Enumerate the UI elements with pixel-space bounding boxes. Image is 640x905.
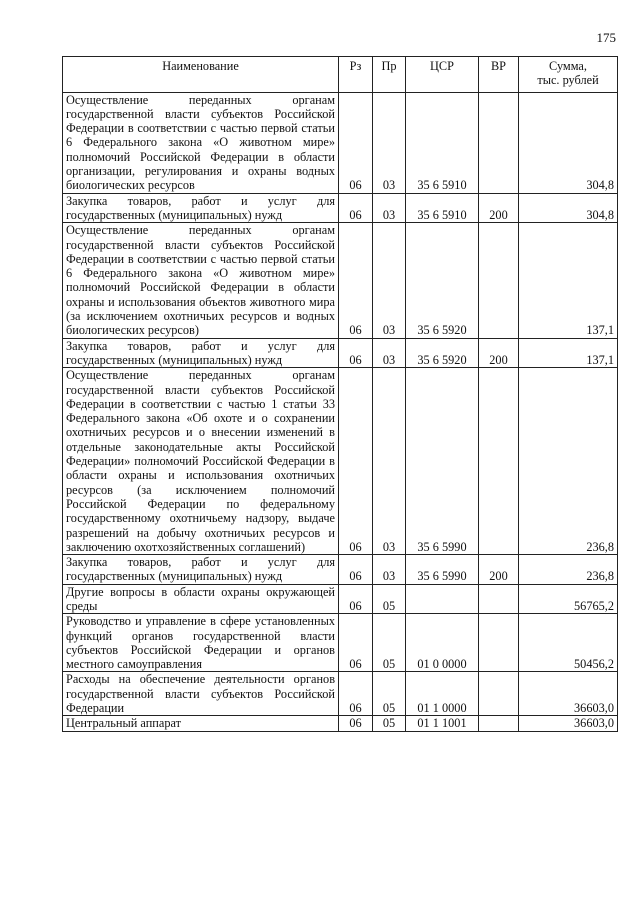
cell-rz: 06 xyxy=(339,614,373,672)
cell-sum: 56765,2 xyxy=(519,584,618,614)
cell-rz: 06 xyxy=(339,672,373,716)
cell-vr xyxy=(479,223,519,338)
cell-vr xyxy=(479,368,519,555)
cell-sum: 36603,0 xyxy=(519,672,618,716)
page-number: 175 xyxy=(596,30,616,45)
cell-rz: 06 xyxy=(339,584,373,614)
cell-name: Руководство и управление в сфере установленных функций органов государственной власти субъектов Российской Федерации и органов местного самоуправления xyxy=(63,614,339,672)
cell-rz: 06 xyxy=(339,223,373,338)
cell-sum: 50456,2 xyxy=(519,614,618,672)
cell-rz: 06 xyxy=(339,193,373,223)
budget-table xyxy=(62,56,618,732)
table-row xyxy=(63,614,618,672)
cell-csr: 35 6 5920 xyxy=(406,338,479,368)
header-sum: Сумма, тыс. рублей xyxy=(519,57,618,93)
header-vr: ВР xyxy=(479,57,519,93)
cell-csr xyxy=(406,584,479,614)
cell-pr: 03 xyxy=(373,368,406,555)
cell-sum: 137,1 xyxy=(519,223,618,338)
cell-vr xyxy=(479,672,519,716)
cell-pr: 03 xyxy=(373,223,406,338)
cell-pr: 05 xyxy=(373,672,406,716)
cell-name: Закупка товаров, работ и услуг для государственных (муниципальных) нужд xyxy=(63,193,339,223)
cell-csr: 01 1 0000 xyxy=(406,672,479,716)
cell-rz: 06 xyxy=(339,338,373,368)
cell-vr: 200 xyxy=(479,555,519,585)
table-header-row xyxy=(63,57,618,93)
cell-rz: 06 xyxy=(339,92,373,193)
cell-vr: 200 xyxy=(479,338,519,368)
cell-csr: 35 6 5910 xyxy=(406,193,479,223)
cell-name: Расходы на обеспечение деятельности органов государственной власти субъектов Российской Федерации xyxy=(63,672,339,716)
cell-csr: 01 1 1001 xyxy=(406,716,479,731)
cell-name: Другие вопросы в области охраны окружающей среды xyxy=(63,584,339,614)
cell-sum: 304,8 xyxy=(519,92,618,193)
table-row xyxy=(63,716,618,731)
cell-pr: 03 xyxy=(373,338,406,368)
cell-sum: 236,8 xyxy=(519,368,618,555)
cell-csr: 01 0 0000 xyxy=(406,614,479,672)
cell-sum: 36603,0 xyxy=(519,716,618,731)
table-row xyxy=(63,193,618,223)
cell-csr: 35 6 5990 xyxy=(406,368,479,555)
table-row xyxy=(63,223,618,338)
header-rz: Рз xyxy=(339,57,373,93)
cell-sum: 236,8 xyxy=(519,555,618,585)
cell-pr: 03 xyxy=(373,555,406,585)
table-row xyxy=(63,338,618,368)
cell-name: Закупка товаров, работ и услуг для государственных (муниципальных) нужд xyxy=(63,338,339,368)
cell-pr: 05 xyxy=(373,716,406,731)
cell-sum: 137,1 xyxy=(519,338,618,368)
cell-name: Осуществление переданных органам государственной власти субъектов Российской Федерации в соответствии с частью первой статьи 6 Федерального закона «О животном мире» полномочий Российской Федерации в области организации, регулирования и охраны водных биологических ресурсов xyxy=(63,92,339,193)
cell-rz: 06 xyxy=(339,555,373,585)
cell-name: Центральный аппарат xyxy=(63,716,339,731)
table-row xyxy=(63,672,618,716)
cell-vr xyxy=(479,614,519,672)
header-name: Наименование xyxy=(63,57,339,93)
cell-csr: 35 6 5910 xyxy=(406,92,479,193)
cell-name: Осуществление переданных органам государственной власти субъектов Российской Федерации в соответствии с частью 1 статьи 33 Федерального закона «Об охоте и о сохранении охотничьих ресурсов и о внесении изменений в отдельные законодательные акты Российской Федерации» полномочий Российской Федерации в области охраны и использования охотничьих ресурсов (за исключением полномочий Российской Федерации по федеральному государственному охотничьему надзору, выдаче разрешений на добычу охотничьих ресурсов и заключению охотхозяйственных соглашений) xyxy=(63,368,339,555)
cell-pr: 03 xyxy=(373,193,406,223)
cell-csr: 35 6 5990 xyxy=(406,555,479,585)
cell-vr xyxy=(479,584,519,614)
cell-rz: 06 xyxy=(339,368,373,555)
cell-vr xyxy=(479,92,519,193)
header-pr: Пр xyxy=(373,57,406,93)
header-csr: ЦСР xyxy=(406,57,479,93)
cell-vr: 200 xyxy=(479,193,519,223)
cell-name: Осуществление переданных органам государственной власти субъектов Российской Федерации в соответствии с частью первой статьи 6 Федерального закона «О животном мире» полномочий Российской Федерации в области охраны и использования объектов животного мира (за исключением охотничьих ресурсов и водных биологических ресурсов) xyxy=(63,223,339,338)
cell-sum: 304,8 xyxy=(519,193,618,223)
cell-pr: 03 xyxy=(373,92,406,193)
cell-rz: 06 xyxy=(339,716,373,731)
table-row xyxy=(63,92,618,193)
cell-csr: 35 6 5920 xyxy=(406,223,479,338)
cell-vr xyxy=(479,716,519,731)
table-row xyxy=(63,584,618,614)
table-row xyxy=(63,368,618,555)
cell-pr: 05 xyxy=(373,614,406,672)
cell-name: Закупка товаров, работ и услуг для государственных (муниципальных) нужд xyxy=(63,555,339,585)
cell-pr: 05 xyxy=(373,584,406,614)
table-row xyxy=(63,555,618,585)
